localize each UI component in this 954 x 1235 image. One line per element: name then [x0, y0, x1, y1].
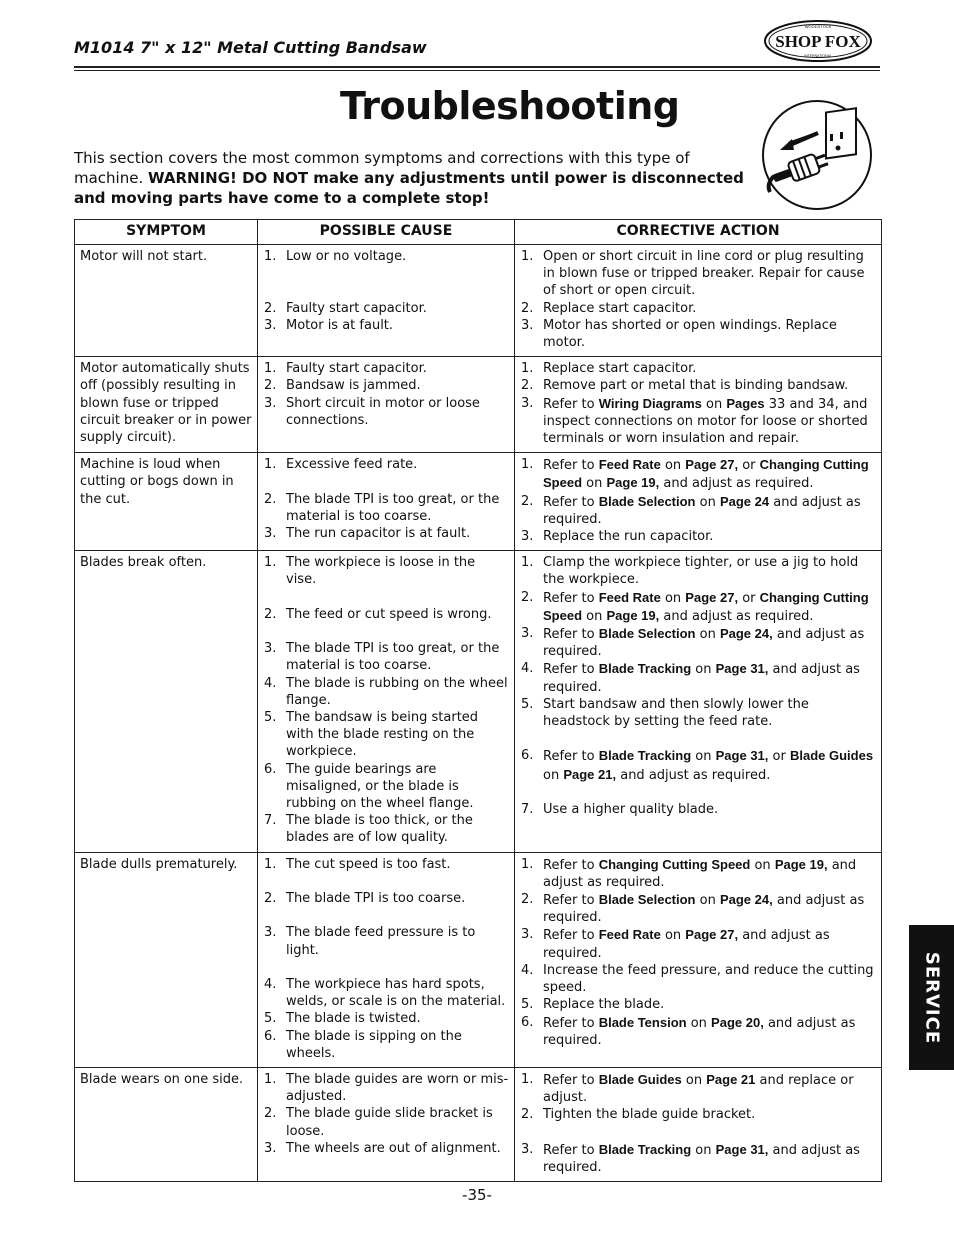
- side-tab-label: SERVICE: [921, 951, 942, 1044]
- symptom-cell: Blade dulls prematurely.: [75, 852, 258, 1067]
- svg-text:INTERNATIONAL: INTERNATIONAL: [804, 54, 832, 58]
- page-title: Troubleshooting: [340, 84, 680, 128]
- symptom-cell: Blade wears on one side.: [75, 1068, 258, 1182]
- section-side-tab: [909, 925, 954, 1070]
- cause-cell: 1. The cut speed is too fast. 2. The blade TPI is too coarse. 3. The blade feed pressure is to light. 4. The workpiece has hard spots, welds, or scale is on the material. 5. The blade is twisted. 6. The blade is sipping on the wheels.: [258, 852, 515, 1067]
- action-cell: 1. Refer to Feed Rate on Page 27, or Changing Cutting Speed on Page 19, and adjust as required. 2. Refer to Blade Selection on Page 24 and adjust as required. 3. Replace the run capacitor.: [515, 453, 882, 551]
- action-cell: 1. Refer to Blade Guides on Page 21 and replace or adjust. 2. Tighten the blade guide bracket. 3. Refer to Blade Tracking on Page 31, and adjust as required.: [515, 1068, 882, 1182]
- shop-fox-logo: [764, 20, 872, 62]
- column-header-action: CORRECTIVE ACTION: [515, 220, 882, 245]
- document-header-title: M1014 7" x 12" Metal Cutting Bandsaw: [74, 38, 427, 57]
- header-rule-thin: [74, 70, 880, 71]
- table-row: [75, 1068, 882, 1182]
- table-header-row: [75, 220, 882, 245]
- action-cell: 1. Refer to Changing Cutting Speed on Page 19, and adjust as required. 2. Refer to Blade Selection on Page 24, and adjust as required. 3. Refer to Feed Rate on Page 27, and adjust as required. 4. Increase the feed pressure, and reduce the cutting speed. 5. Replace the blade. 6. Refer to Blade Tension on Page 20, and adjust as required.: [515, 852, 882, 1067]
- svg-text:WOODSTOCK: WOODSTOCK: [804, 24, 832, 29]
- unplug-warning-icon: [758, 100, 876, 210]
- cause-cell: 1. The workpiece is loose in the vise. 2. The feed or cut speed is wrong. 3. The blade TPI is too great, or the material is too coarse. 4. The blade is rubbing on the wheel flange. 5. The bandsaw is being started with the blade resting on the workpiece. 6. The guide bearings are misaligned, or the blade is rubbing on the wheel flange. 7. The blade is too thick, or the blades are of low quality.: [258, 551, 515, 852]
- action-cell: 1. Open or short circuit in line cord or plug resulting in blown fuse or tripped breaker. Repair for cause of short or open circuit. 2. Replace start capacitor. 3. Motor has shorted or open windings. Replace motor.: [515, 245, 882, 357]
- table-row: [75, 551, 882, 852]
- column-header-symptom: SYMPTOM: [75, 220, 258, 245]
- cause-cell: 1. Faulty start capacitor. 2. Bandsaw is jammed. 3. Short circuit in motor or loose connections.: [258, 357, 515, 453]
- warning-text: WARNING! DO NOT make any adjustments until power is disconnected and moving parts have come to a complete stop!: [74, 169, 744, 207]
- table-row: [75, 245, 882, 357]
- cause-cell: 1. Low or no voltage. 2. Faulty start capacitor. 3. Motor is at fault.: [258, 245, 515, 357]
- intro-paragraph: This section covers the most common symptoms and corrections with this type of machine. WARNING! DO NOT make any adjustments until power is disconnected and moving parts have come to a complete stop!: [74, 149, 744, 207]
- table-row: [75, 357, 882, 453]
- action-cell: 1. Clamp the workpiece tighter, or use a jig to hold the workpiece. 2. Refer to Feed Rate on Page 27, or Changing Cutting Speed on Page 19, and adjust as required. 3. Refer to Blade Selection on Page 24, and adjust as required. 4. Refer to Blade Tracking on Page 31, and adjust as required. 5. Start bandsaw and then slowly lower the headstock by setting the feed rate. 6. Refer to Blade Tracking on Page 31, or Blade Guides on Page 21, and adjust as required. 7. Use a higher quality blade.: [515, 551, 882, 852]
- symptom-cell: Motor will not start.: [75, 245, 258, 357]
- table-row: [75, 852, 882, 1067]
- logo-text: SHOP FOX: [775, 32, 861, 51]
- header-rule: [74, 66, 880, 68]
- cause-cell: 1. The blade guides are worn or mis-adjusted. 2. The blade guide slide bracket is loose. 3. The wheels are out of alignment.: [258, 1068, 515, 1182]
- troubleshooting-table: [74, 219, 882, 1182]
- symptom-cell: Blades break often.: [75, 551, 258, 852]
- column-header-cause: POSSIBLE CAUSE: [258, 220, 515, 245]
- page-number: -35-: [462, 1186, 492, 1204]
- symptom-cell: Machine is loud when cutting or bogs down in the cut.: [75, 453, 258, 551]
- table-row: [75, 453, 882, 551]
- cause-cell: 1. Excessive feed rate. 2. The blade TPI is too great, or the material is too coarse. 3. The run capacitor is at fault.: [258, 453, 515, 551]
- symptom-cell: Motor automatically shuts off (possibly resulting in blown fuse or tripped circuit breaker or in power supply circuit).: [75, 357, 258, 453]
- action-cell: 1. Replace start capacitor. 2. Remove part or metal that is binding bandsaw. 3. Refer to Wiring Diagrams on Pages 33 and 34, and inspect connections on motor for loose or shorted terminals or worn insulation and repair.: [515, 357, 882, 453]
